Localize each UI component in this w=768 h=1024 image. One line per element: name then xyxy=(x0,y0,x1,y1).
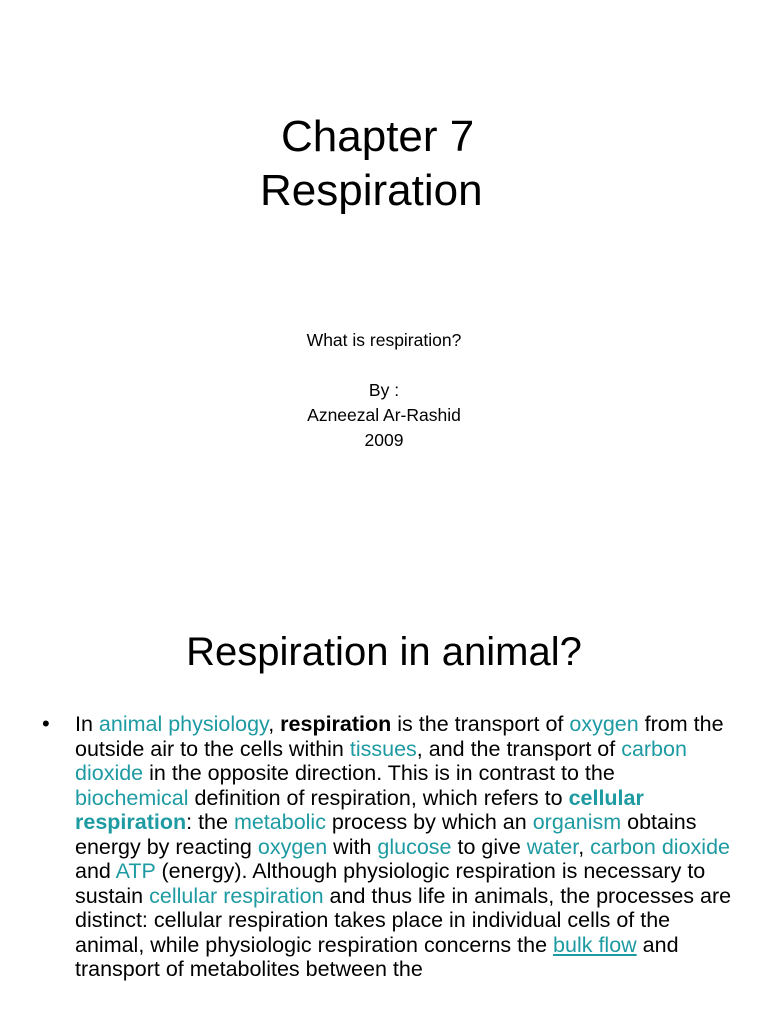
text-segment: definition of respiration, which refers to xyxy=(188,785,569,810)
text-segment: in the opposite direction. This is in contrast to the xyxy=(143,761,615,785)
subtitle-block xyxy=(0,328,768,453)
text-segment: to give xyxy=(451,834,527,859)
link-oxygen[interactable]: oxygen xyxy=(257,834,328,859)
link-water[interactable]: water xyxy=(526,834,579,859)
link-bulk-flow[interactable]: bulk flow xyxy=(553,932,637,957)
text-segment: process by which an xyxy=(325,810,533,834)
link-organism[interactable]: organism xyxy=(532,810,622,834)
text-segment: with xyxy=(327,834,378,859)
slide-title: Respiration in animal? xyxy=(186,630,582,674)
subtitle-question: What is respiration? xyxy=(306,330,462,350)
link-tissues[interactable]: tissues xyxy=(349,736,417,761)
text-segment: obtains energy by reacting xyxy=(75,810,697,859)
text-segment: (energy). Although physiologic respiration is necessary to sustain xyxy=(75,859,706,908)
text-segment: In xyxy=(75,712,99,736)
text-segment: , xyxy=(268,712,281,736)
chapter-title xyxy=(0,110,768,218)
text-segment: : the xyxy=(186,810,234,834)
bullet-item xyxy=(42,712,732,982)
text-segment: , and the transport of xyxy=(416,736,622,761)
link-metabolic[interactable]: metabolic xyxy=(233,810,326,834)
text-segment: , xyxy=(578,834,591,859)
link-animal-physiology[interactable]: animal physiology xyxy=(98,712,269,736)
term-respiration: respiration xyxy=(280,712,392,736)
subtitle-spacer xyxy=(0,353,768,378)
bullet-icon: • xyxy=(42,711,50,736)
text-segment: is the transport of xyxy=(391,712,570,736)
link-carbon-dioxide[interactable]: carbon dioxide xyxy=(590,834,730,859)
link-cellular-respiration[interactable]: cellular respiration xyxy=(149,883,324,908)
chapter-topic: Respiration xyxy=(260,166,483,215)
text-segment: from the outside air to the cells within xyxy=(75,712,724,761)
bullet-paragraph xyxy=(75,712,732,982)
link-carbon-dioxide[interactable]: carbon dioxide xyxy=(75,736,687,785)
chapter-number: Chapter 7 xyxy=(281,112,475,161)
link-atp[interactable]: ATP xyxy=(115,859,156,883)
year: 2009 xyxy=(364,430,404,450)
link-biochemical[interactable]: biochemical xyxy=(75,785,189,810)
content-slide xyxy=(0,560,768,1024)
link-cellular-respiration[interactable]: cellular respiration xyxy=(75,785,644,834)
text-segment: and transport of metabolites between the xyxy=(75,932,679,981)
by-label: By : xyxy=(368,380,400,400)
text-segment: and xyxy=(75,859,116,883)
author-name: Azneezal Ar-Rashid xyxy=(307,405,461,425)
link-glucose[interactable]: glucose xyxy=(377,834,452,859)
link-oxygen[interactable]: oxygen xyxy=(569,712,639,736)
text-segment: and thus life in animals, the processes are distinct: cellular respiration takes place in individual cells of the animal, while physiologic respiration concerns the xyxy=(75,883,732,957)
